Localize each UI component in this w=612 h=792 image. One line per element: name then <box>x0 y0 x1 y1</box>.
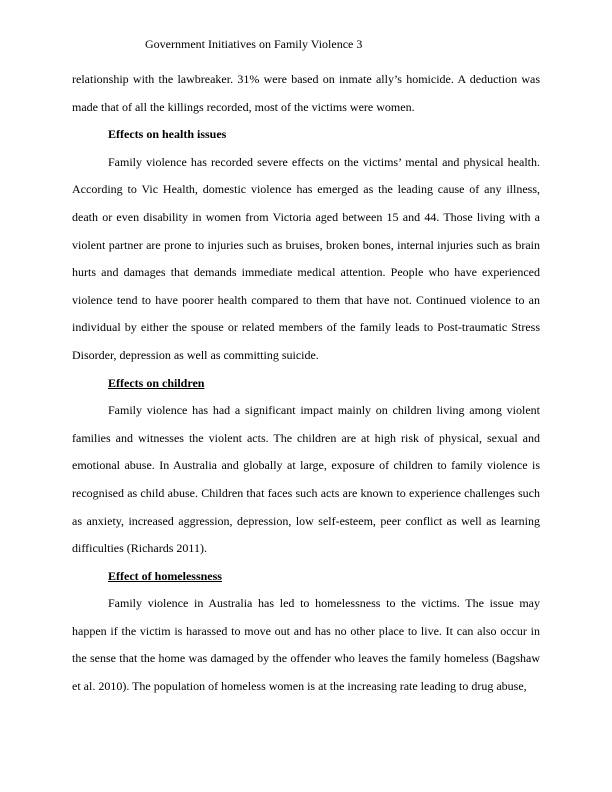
heading-effects-on-children-text: Effects on children <box>108 375 205 390</box>
heading-effect-of-homelessness <box>72 563 540 591</box>
paragraph-health-issues: Family violence has recorded severe effects on the victims’ mental and physical health. According to Vic Health, domestic violence has emerged as the leading cause of any illness, death or even disability in women from Victoria aged between 15 and 44. Those living with a violent partner are prone to injuries such as bruises, broken bones, internal injuries such as brain hurts and damages that demands immediate medical attention. People who have experienced violence tend to have poorer health compared to them that have not. Continued violence to an individual by either the spouse or related members of the family leads to Post-traumatic Stress Disorder, depression as well as committing suicide. <box>72 154 540 362</box>
heading-health-issues-text: Effects on health issues <box>108 127 227 142</box>
paragraph-homelessness: Family violence in Australia has led to homelessness to the victims. The issue may happen if the victim is harassed to move out and has no other place to live. It can also occur in the sense that the home was damaged by the offender who leaves the family homeless (Bagshaw et al. 2010). The population of homeless women is at the increasing rate leading to drug abuse, <box>72 596 540 694</box>
paragraph-continued: relationship with the lawbreaker. 31% were based on inmate ally’s homicide. A deduction was made that of all the killings recorded, most of the victims were women. <box>72 72 540 114</box>
heading-effect-of-homelessness-text: Effect of homelessness <box>108 568 222 583</box>
running-head: Government Initiatives on Family Violence 3 <box>145 37 363 51</box>
heading-health-issues <box>72 121 540 149</box>
paragraph-effects-on-children: Family violence has had a significant impact mainly on children living among violent families and witnesses the violent acts. The children are at high risk of physical, sexual and emotional abuse. In Australia and globally at large, exposure of children to family violence is recognised as child abuse. Children that faces such acts are known to experience challenges such as anxiety, increased aggression, depression, low self-esteem, peer conflict as well as learning difficulties (Richards 2011). <box>72 403 540 556</box>
heading-effects-on-children <box>72 370 540 398</box>
document-body <box>72 66 540 701</box>
